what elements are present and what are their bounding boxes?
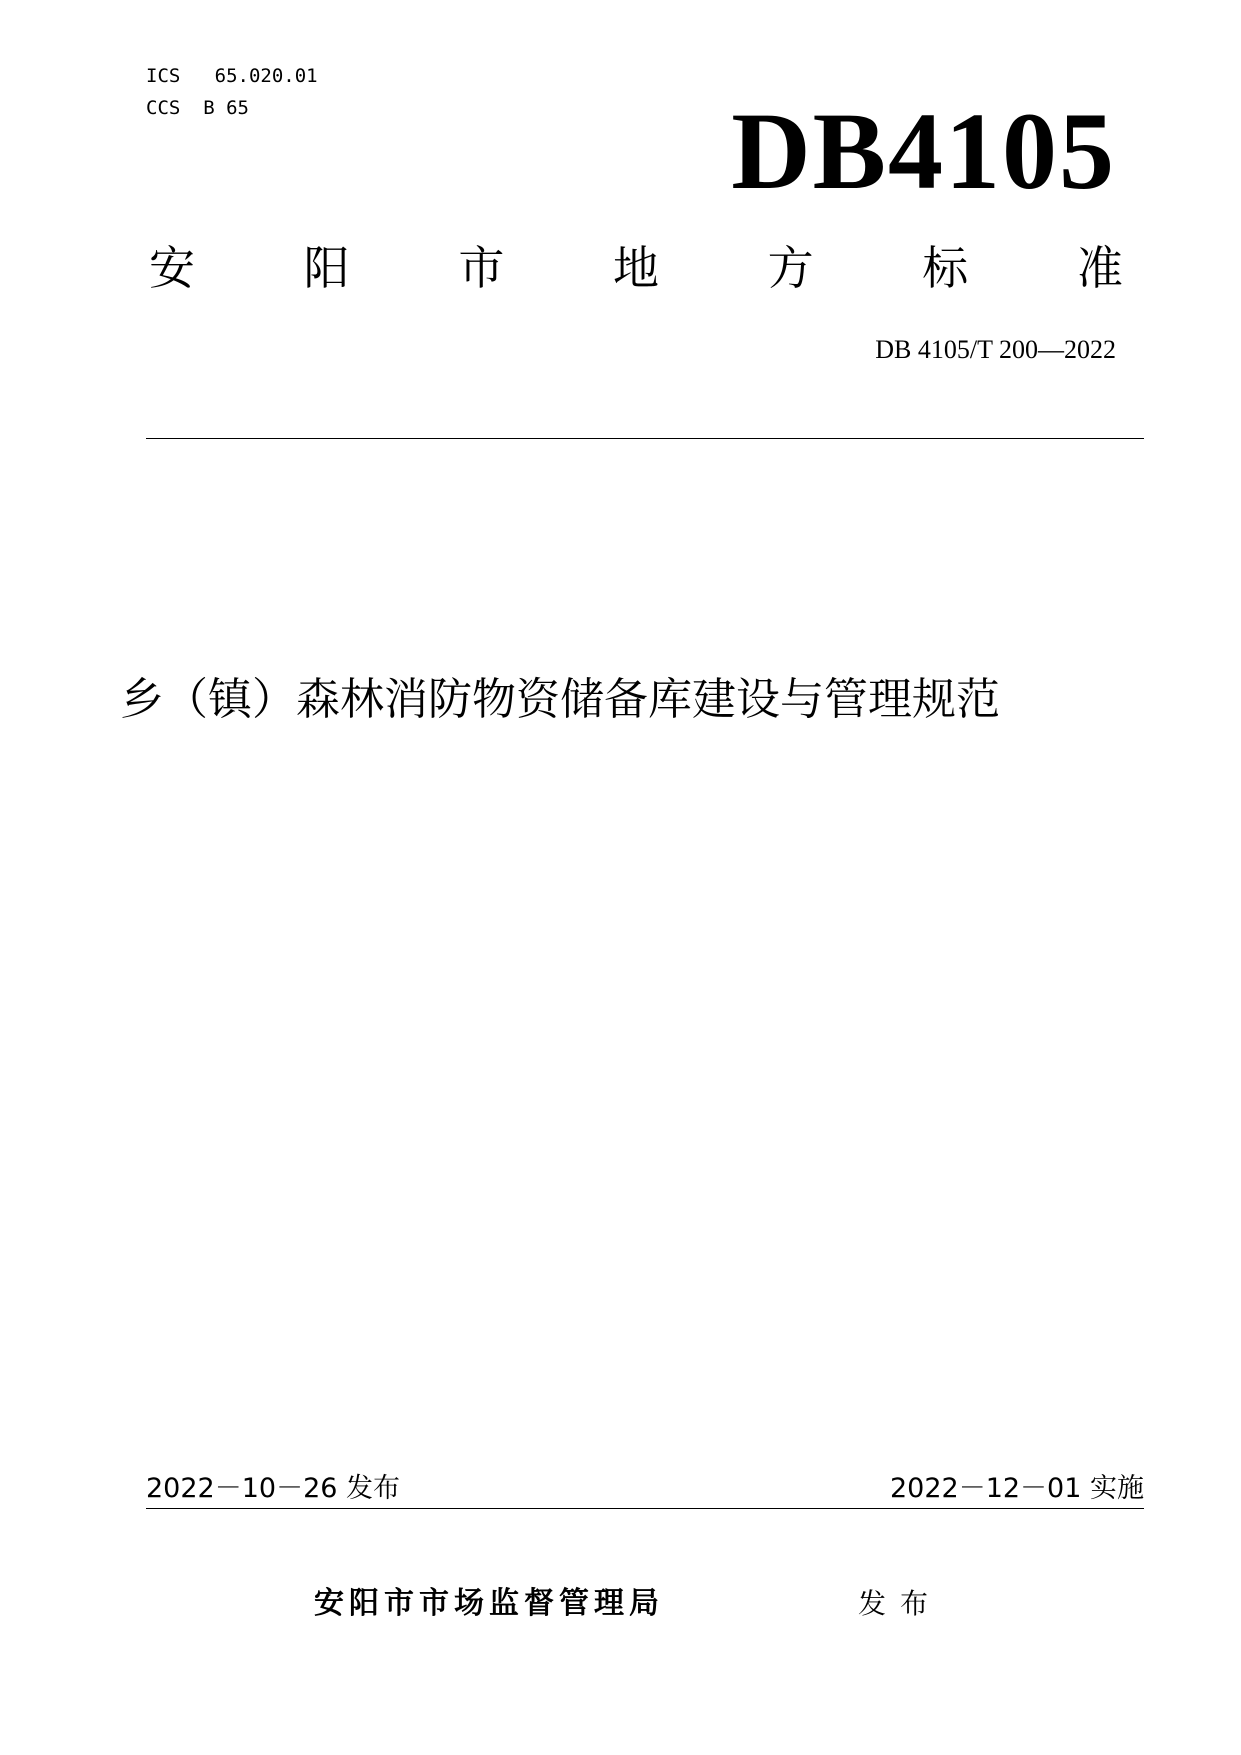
- implementation-date: 2022－12－01 实施: [889, 1473, 1144, 1504]
- standard-type-char: 市: [458, 241, 505, 295]
- standard-number: DB 4105/T 200—2022: [875, 335, 1116, 364]
- issue-date: 2022－10－26 发布: [146, 1473, 401, 1504]
- ccs-row: [146, 92, 318, 124]
- classification-codes: [146, 60, 318, 124]
- ics-label: ICS: [146, 65, 181, 87]
- db-code: DB4105: [731, 90, 1116, 212]
- standard-type-char: 标: [922, 241, 969, 295]
- ics-code: 65.020.01: [214, 65, 318, 87]
- issue-word: 发布: [858, 1587, 943, 1620]
- standard-type-char: 准: [1076, 241, 1123, 295]
- document-title: 乡（镇）森林消防物资储备库建设与管理规范: [120, 674, 1000, 725]
- top-divider: [146, 438, 1144, 439]
- ccs-code: B 65: [203, 97, 249, 119]
- standard-type: [148, 240, 1124, 296]
- standard-type-char: 阳: [303, 241, 350, 295]
- ics-row: [146, 60, 318, 92]
- standard-type-char: 方: [767, 241, 814, 295]
- issuing-authority: 安阳市市场监督管理局: [314, 1586, 664, 1621]
- standard-type-char: 地: [612, 241, 659, 295]
- standard-type-char: 安: [149, 241, 195, 295]
- ccs-label: CCS: [146, 97, 181, 119]
- bottom-divider: [146, 1508, 1144, 1509]
